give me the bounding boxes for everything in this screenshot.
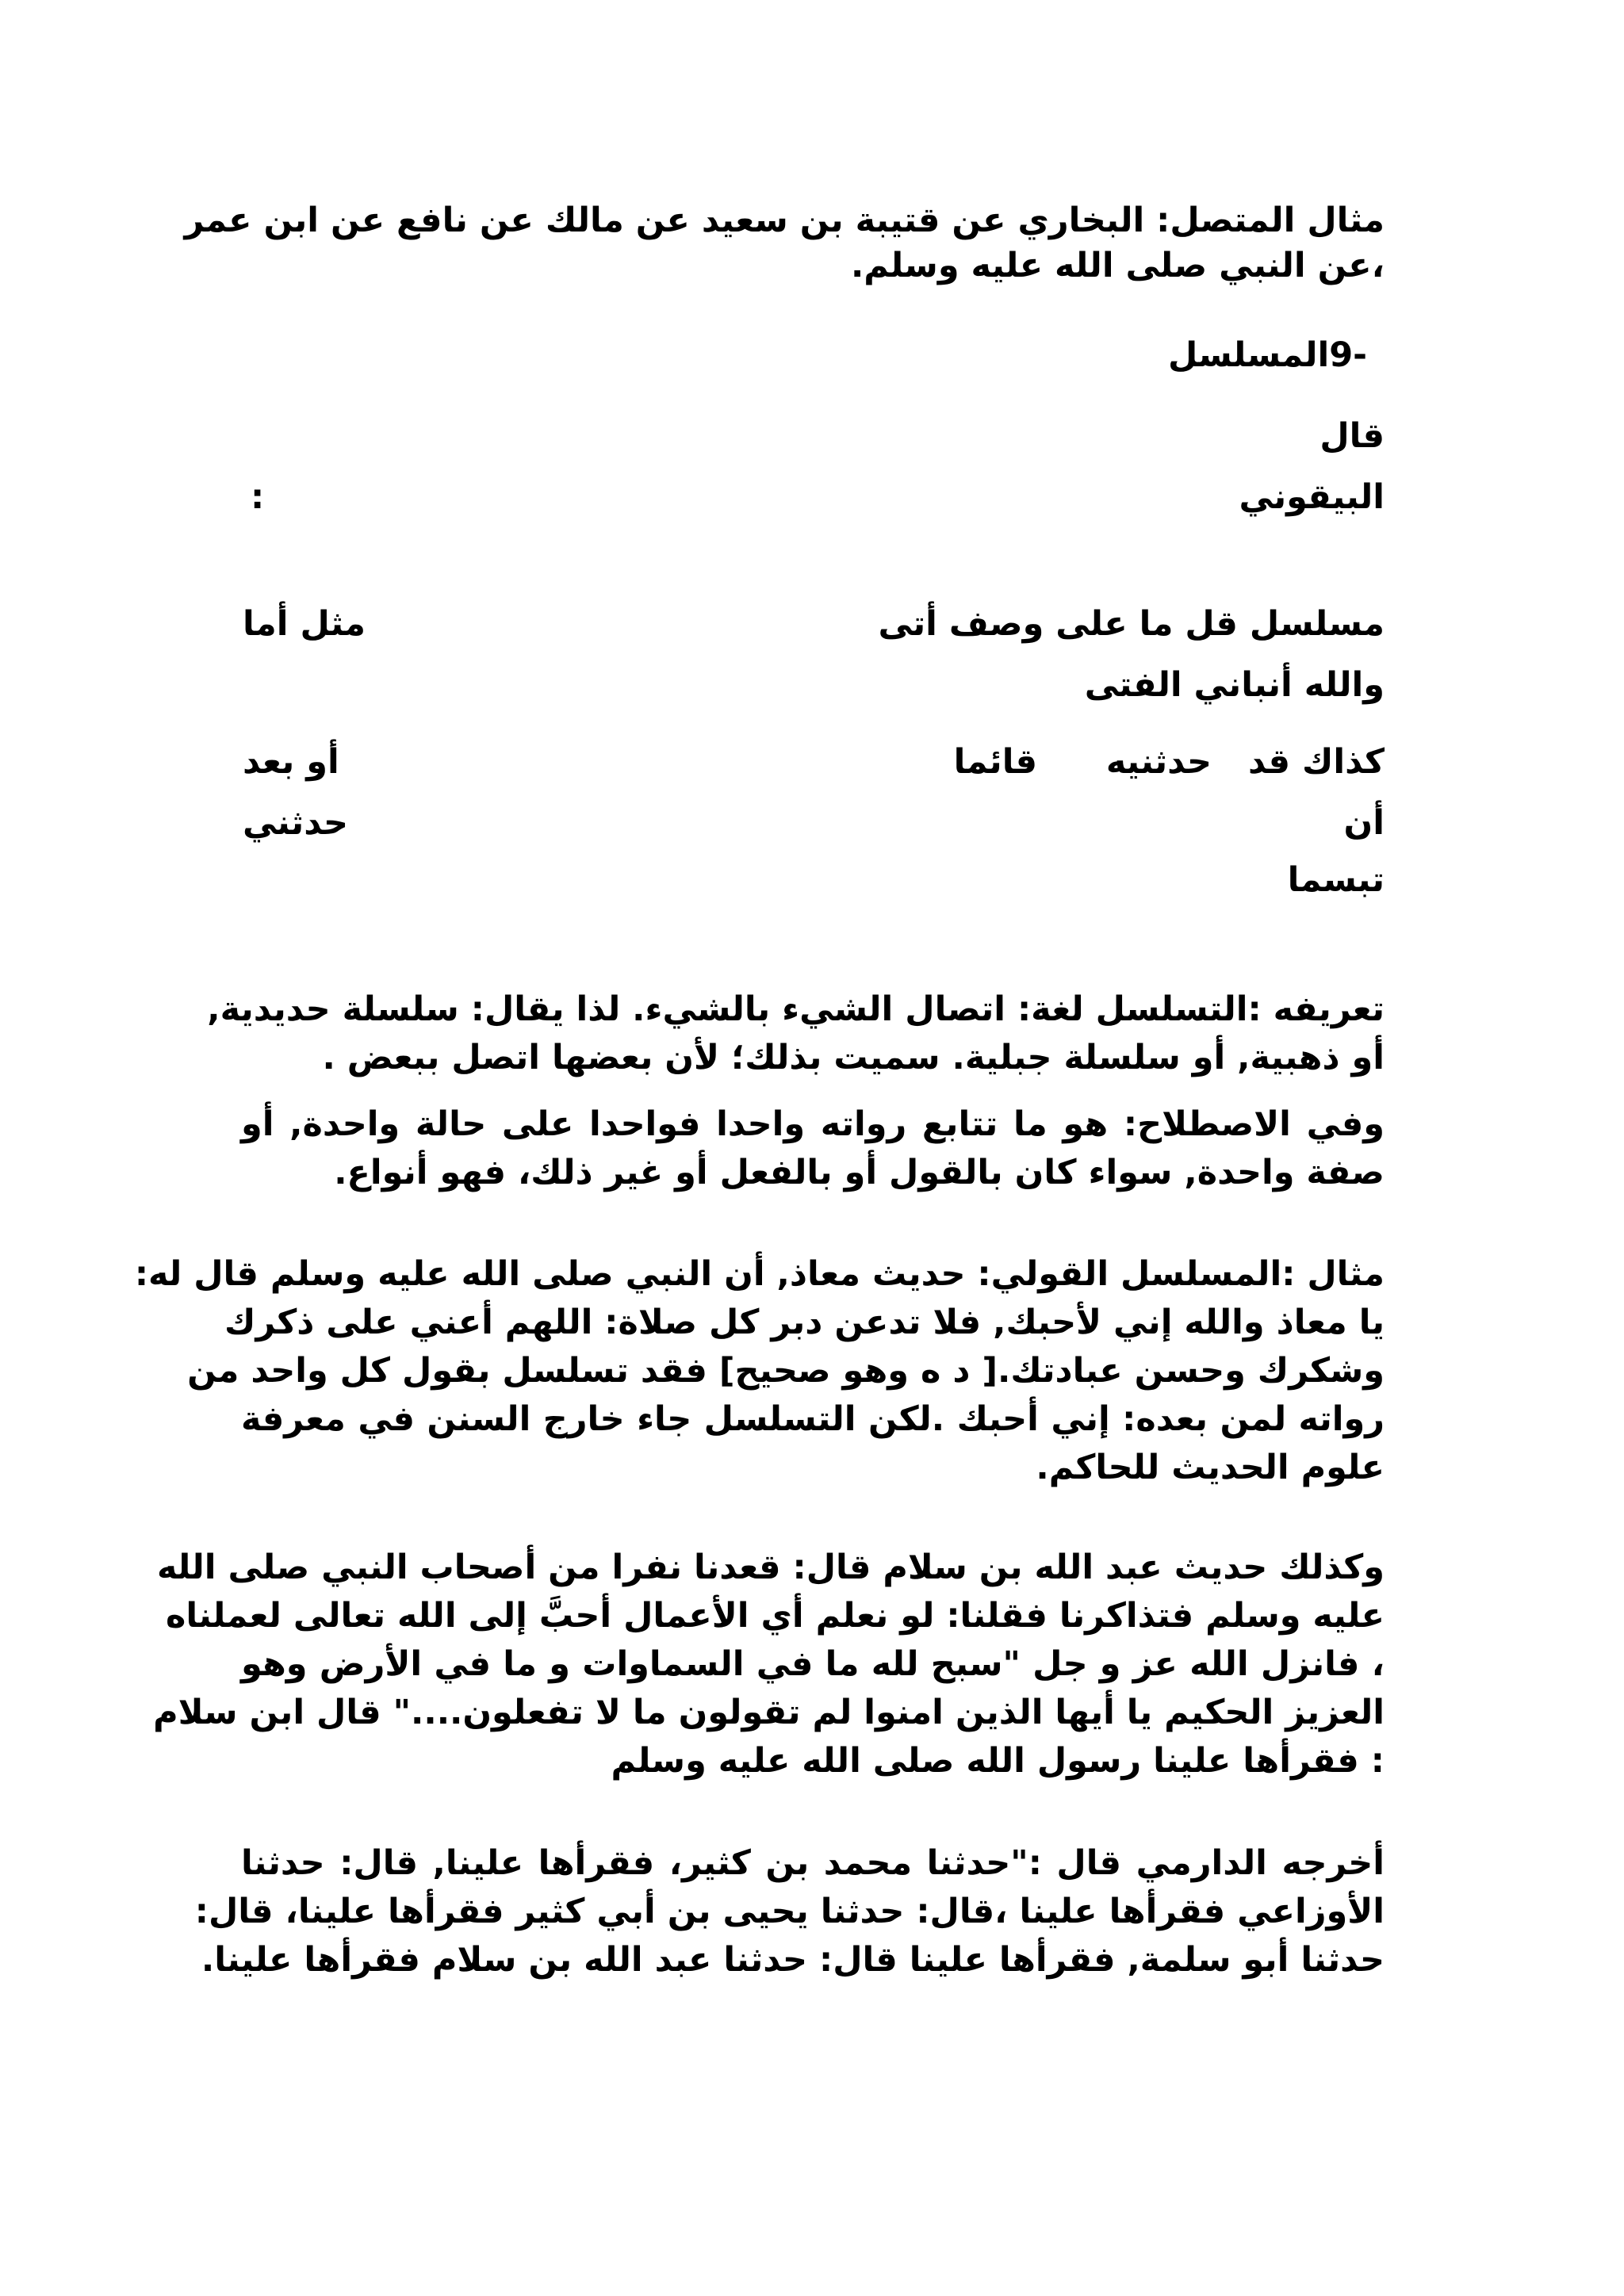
poem-verse-2-word-1: كذاك قد	[1248, 742, 1385, 782]
salam-example-line-5: : فقرأها علينا رسول الله صلى الله عليه وسلم	[611, 1741, 1385, 1781]
section-heading: -9المسلسل	[1168, 335, 1367, 375]
qawli-example-line-4: رواته لمن بعده: إني أحبك .لكن التسلسل جاء خارج السنن في معرفة	[241, 1399, 1385, 1439]
salam-example-line-1: وكذلك حديث عبد الله بن سلام قال: قعدنا نفرا من أصحاب النبي صلى الله	[157, 1548, 1385, 1587]
qawli-example-line-5: علوم الحديث للحاكم.	[1036, 1448, 1385, 1487]
istilah-line-1: وفي الاصطلاح: هو ما تتابع رواته واحدا فواحدا على حالة واحدة, أو	[241, 1104, 1385, 1144]
salam-example-line-2: عليه وسلم فتذاكرنا فقلنا: لو نعلم أي الأعمال أحبَّ إلى الله تعالى لعملناه	[166, 1596, 1385, 1636]
poem-intro-bayquni: البيقوني	[1239, 477, 1385, 517]
qawli-example-line-3: وشكرك وحسن عبادتك.[ د ه وهو صحيح] فقد تسلسل بقول كل واحد من	[187, 1351, 1385, 1391]
definition-line-2: أو ذهبية, أو سلسلة جبلية. سميت بذلك؛ لأن بعضها اتصل ببعض .	[322, 1038, 1385, 1077]
poem-verse-1-line-2: والله أنباني الفتى	[1084, 665, 1385, 705]
muttasil-example-line-1: مثال المتصل: البخاري عن قتيبة بن سعيد عن مالك عن نافع عن ابن عمر	[184, 201, 1385, 240]
salam-example-line-4: العزيز الحكيم يا أيها الذين امنوا لم تقولون ما لا تفعلون...." قال ابن سلام	[153, 1693, 1385, 1732]
istilah-line-2: صفة واحدة, سواء كان بالقول أو بالفعل أو غير ذلك، فهو أنواع.	[334, 1153, 1385, 1192]
poem-intro-colon: :	[251, 477, 265, 517]
darimi-line-2: الأوزاعي فقرأها علينا ،قال: حدثنا يحيى بن أبي كثير فقرأها علينا، قال:	[194, 1892, 1385, 1931]
darimi-line-1: أخرجه الدارمي قال :"حدثنا محمد بن كثير، فقرأها علينا, قال: حدثنا	[241, 1843, 1385, 1883]
poem-verse-1-right: مسلسل قل ما على وصف أتى	[878, 604, 1385, 644]
poem-verse-2-line-2-left: حدثني	[243, 803, 349, 843]
salam-example-line-3: ، فانزل الله عز و جل "سبح لله ما في السماوات و ما في الأرض وهو	[241, 1644, 1385, 1684]
darimi-line-3: حدثنا أبو سلمة, فقرأها علينا قال: حدثنا عبد الله بن سلام فقرأها علينا.	[201, 1940, 1385, 1980]
poem-verse-2-line-2-right: أن	[1343, 803, 1385, 843]
poem-verse-2-line-3: تبسما	[1287, 860, 1385, 900]
qawli-example-line-1: مثال :المسلسل القولي: حديث معاذ, أن النبي صلى الله عليه وسلم قال له:	[134, 1254, 1385, 1294]
poem-verse-2-word-2: حدثنيه	[1105, 742, 1212, 782]
poem-verse-1-left: مثل أما	[243, 604, 366, 644]
muttasil-example-line-2: ،عن النبي صلى الله عليه وسلم.	[850, 246, 1385, 285]
definition-line-1: تعريفه :التسلسل لغة: اتصال الشيء بالشيء. لذا يقال: سلسلة حديدية,	[207, 989, 1385, 1029]
qawli-example-line-2: يا معاذ والله إني لأحبك, فلا تدعن دبر كل صلاة: اللهم أعني على ذكرك	[224, 1303, 1385, 1342]
poem-verse-2-left: أو بعد	[243, 742, 339, 782]
poem-verse-2-word-3: قائما	[953, 742, 1037, 782]
poem-intro-qal: قال	[1320, 416, 1385, 456]
